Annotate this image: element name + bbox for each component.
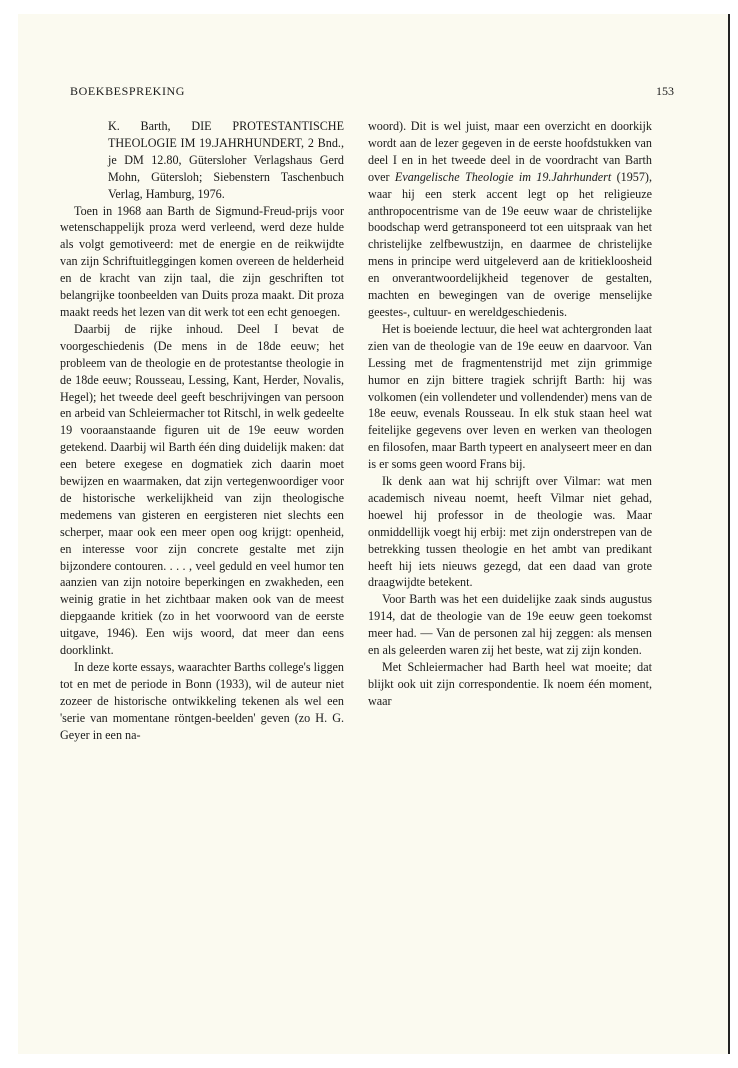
paragraph: Het is boeiende lectuur, die heel wat achtergronden laat zien van de theologie van de 19e eeuw en daarvoor. Van Lessing met de fragmentenstrijd met zijn grimmige humor en zijn bittere tragiek schrijft Barth: hij was volkomen (ein vollendeter und vollendender) mens van de 18e eeuw, evenals Rousseau. In elk stuk staan heel wat feitelijke gegevens over leven en werken van theologen en filosofen, maar Barth typeert en analyseert meer en dan is er soms geen woord Frans bij.	[368, 321, 652, 472]
italic-book-title: Evangelische Theologie im 19.Jahrhundert	[394, 169, 612, 184]
right-column	[368, 118, 652, 710]
paragraph: In deze korte essays, waarachter Barths college's liggen tot en met de periode in Bonn (1933), wil de auteur niet zozeer de historische ontwikkeling tekenen als wel een 'serie van momentane röntgen-beelden' geven (zo H. G. Geyer in een na-	[60, 660, 344, 742]
left-column	[60, 118, 344, 744]
paragraph: Daarbij de rijke inhoud. Deel I bevat de voorgeschiedenis (De mens in de 18de eeuw; het probleem van de theologie en de protestantse theologie in de 18de eeuw; Rousseau, Lessing, Kant, Herder, Novalis, Hegel); het tweede deel geeft beschrijvingen van persoon en arbeid van Schleiermacher tot Ritschl, in welk gedeelte 19 vooraanstaande figuren uit de 19e eeuw worden getekend. Daarbij wil Barth één ding duidelijk maken: dat een betere exegese en dogmatiek zich daarin moet bewijzen en waarmaken, dat zijn vertegenwoordiger voor de historische werkelijkheid van zijn theologische medemens van gisteren en eergisteren niet slechts een scherper, maar ook een meer open oog krijgt: openheid, en interesse voor zijn concrete gestalte met zijn bijzondere contouren. . . . , veel geduld en veel humor ten aanzien van zijn notoire beperkingen en zwakheden, een weinig gratie in het zichtbaar maken ook van de meest diepgaande kritiek (zo in het voorwoord van de eerste uitgave, 1946). Een wijs woord, dat meer dan eens doorklinkt.	[60, 321, 344, 658]
paragraph-continuation	[368, 118, 652, 321]
running-title: BOEKBESPREKING	[70, 84, 186, 98]
paragraph: Ik denk aan wat hij schrijft over Vilmar: wat men academisch niveau noemt, heeft Vilmar niet gehad, hoewel hij professor in de theologie was. Maar onmiddellijk voegt hij erbij: met zijn onderstrepen van de betrekking tussen theologie en het ambt van predikant heeft hij iets nieuws gezegd, dat een daad van grote draagwijdte betekent.	[368, 474, 652, 590]
book-page	[18, 14, 730, 1054]
text-segment: woord). Dit is wel juist, maar een overzicht en doorkijk wordt aan de lezer gegeven in de eerste hoofdstukken van deel I en in het tweede deel in de voordracht van Barth over	[368, 119, 652, 184]
page-number: 153	[656, 84, 674, 98]
bibliographic-entry: K. Barth, DIE PROTESTANTISCHE THEOLOGIE IM 19.JAHRHUNDERT, 2 Bnd., je DM 12.80, Gütersloher Verlagshaus Gerd Mohn, Gütersloh; Siebenstern Taschenbuch Verlag, Hamburg, 1976.	[108, 119, 344, 201]
text-segment: (1957), waar hij een sterk accent legt op het religieuze anthropocentrisme van de 19e eeuw waar de christelijke boodschap werd getransponeerd tot een uitspraak van het christelijke zelfbewustzijn, en daarmee de christelijke mens in principe werd uitgeleverd aan de kritiekloosheid en onverantwoordelijkheid tegenover de gestalten, machten en bewegingen van de overige menselijke geestes-, cultuur- en wereldgeschiedenis.	[368, 169, 653, 319]
paragraph: Toen in 1968 aan Barth de Sigmund-Freud-prijs voor wetenschappelijk proza werd verleend, werd deze hulde als volgt gemotiveerd: met de energie en de reikwijdte van zijn Schriftuitleggingen komen overeen de helderheid en de kracht van zijn taal, die zijn geschriften tot belangrijke toonbeelden van Duits proza maakt. Dit proza maakt reeds het lezen van dit werk tot een echt genoegen.	[60, 203, 344, 319]
paragraph: Met Schleiermacher had Barth heel wat moeite; dat blijkt ook uit zijn correspondentie. Ik noem één moment, waar	[368, 660, 652, 708]
paragraph: Voor Barth was het een duidelijke zaak sinds augustus 1914, dat de theologie van de 19e eeuw geen toekomst meer had. — Van de personen zal hij zeggen: als mensen en als geleerden waren zij het beste, wat zij zijn konden.	[368, 592, 652, 658]
